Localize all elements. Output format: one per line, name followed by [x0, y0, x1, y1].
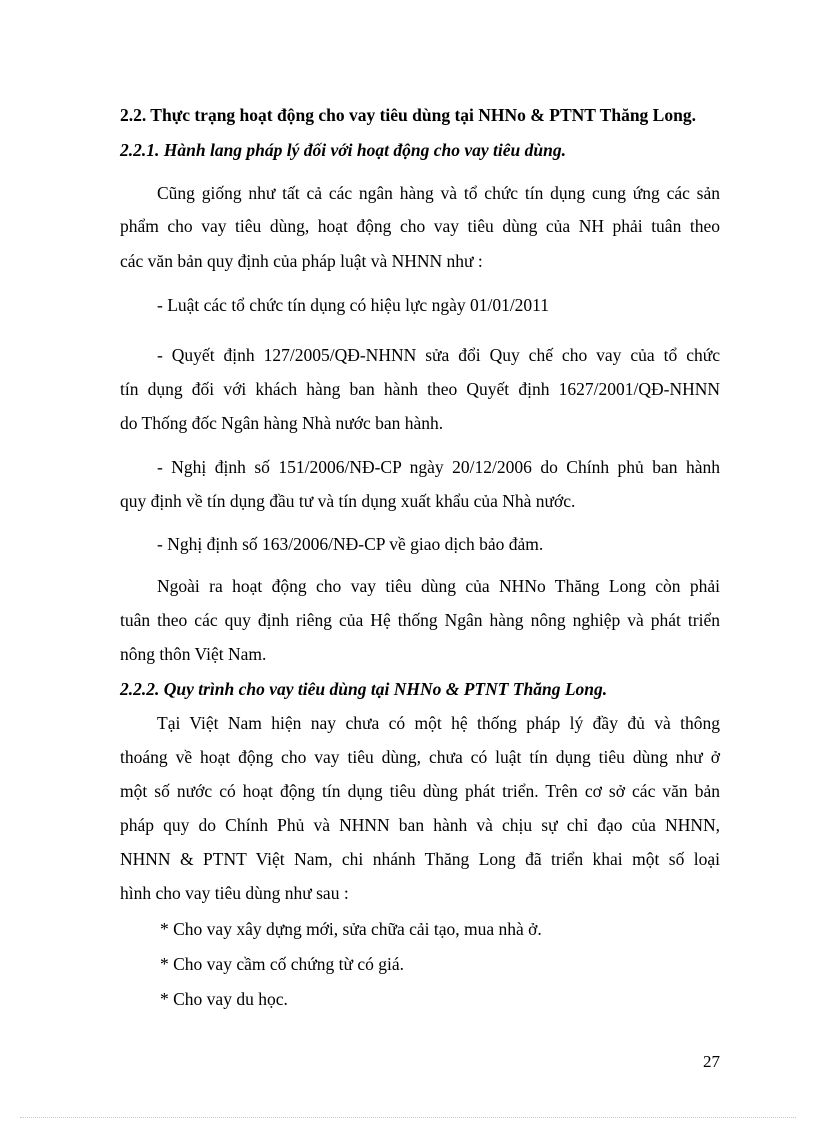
- paragraph-line: Ngoài ra hoạt động cho vay tiêu dùng của NHNo Thăng Long còn phải: [157, 576, 720, 596]
- paragraph-line: các văn bản quy định của pháp luật và NHNN như :: [120, 251, 483, 271]
- paragraph-line: thoáng về hoạt động cho vay tiêu dùng, chưa có luật tín dụng tiêu dùng như ở: [120, 747, 720, 767]
- page-number: 27: [703, 1052, 720, 1071]
- subsection-heading-2-2-1: 2.2.1. Hành lang pháp lý đối với hoạt động cho vay tiêu dùng.: [120, 140, 566, 160]
- paragraph-line: hình cho vay tiêu dùng như sau :: [120, 883, 349, 903]
- list-item-law: - Luật các tổ chức tín dụng có hiệu lực ngày 01/01/2011: [157, 295, 550, 315]
- section-heading-2-2: 2.2. Thực trạng hoạt động cho vay tiêu dùng tại NHNo & PTNT Thăng Long.: [120, 105, 696, 125]
- list-item-decree-151-line: - Nghị định số 151/2006/NĐ-CP ngày 20/12/2006 do Chính phủ ban hành: [157, 457, 720, 477]
- paragraph-line: Tại Việt Nam hiện nay chưa có một hệ thống pháp lý đầy đủ và thông: [157, 713, 720, 733]
- bullet-item: * Cho vay du học.: [160, 989, 288, 1009]
- paragraph-line: Cũng giống như tất cả các ngân hàng và tổ chức tín dụng cung ứng các sản: [157, 183, 720, 203]
- paragraph-line: một số nước có hoạt động tín dụng tiêu dùng phát triển. Trên cơ sở các văn bản: [120, 781, 720, 801]
- page-bottom-divider: [20, 1117, 796, 1118]
- paragraph-line: NHNN & PTNT Việt Nam, chi nhánh Thăng Long đã triển khai một số loại: [120, 849, 720, 869]
- subsection-heading-2-2-2: 2.2.2. Quy trình cho vay tiêu dùng tại NHNo & PTNT Thăng Long.: [120, 679, 608, 699]
- list-item-decision-line: tín dụng đối với khách hàng ban hành theo Quyết định 1627/2001/QĐ-NHNN: [120, 379, 720, 399]
- list-item-decree-151-line: quy định về tín dụng đầu tư và tín dụng xuất khẩu của Nhà nước.: [120, 491, 576, 511]
- list-item-decree-163: - Nghị định số 163/2006/NĐ-CP về giao dịch bảo đảm.: [157, 534, 544, 554]
- paragraph-line: phẩm cho vay tiêu dùng, hoạt động cho vay tiêu dùng của NH phải tuân theo: [120, 216, 720, 236]
- list-item-decision-line: - Quyết định 127/2005/QĐ-NHNN sửa đổi Quy chế cho vay của tổ chức: [157, 345, 720, 365]
- paragraph-line: nông thôn Việt Nam.: [120, 644, 267, 664]
- paragraph-line: tuân theo các quy định riêng của Hệ thống Ngân hàng nông nghiệp và phát triển: [120, 610, 720, 630]
- paragraph-line: pháp quy do Chính Phủ và NHNN ban hành và chịu sự chỉ đạo của NHNN,: [120, 815, 720, 835]
- bullet-item: * Cho vay cầm cố chứng từ có giá.: [160, 954, 404, 974]
- bullet-item: * Cho vay xây dựng mới, sửa chữa cải tạo, mua nhà ở.: [160, 919, 542, 939]
- list-item-decision-line: do Thống đốc Ngân hàng Nhà nước ban hành.: [120, 413, 444, 433]
